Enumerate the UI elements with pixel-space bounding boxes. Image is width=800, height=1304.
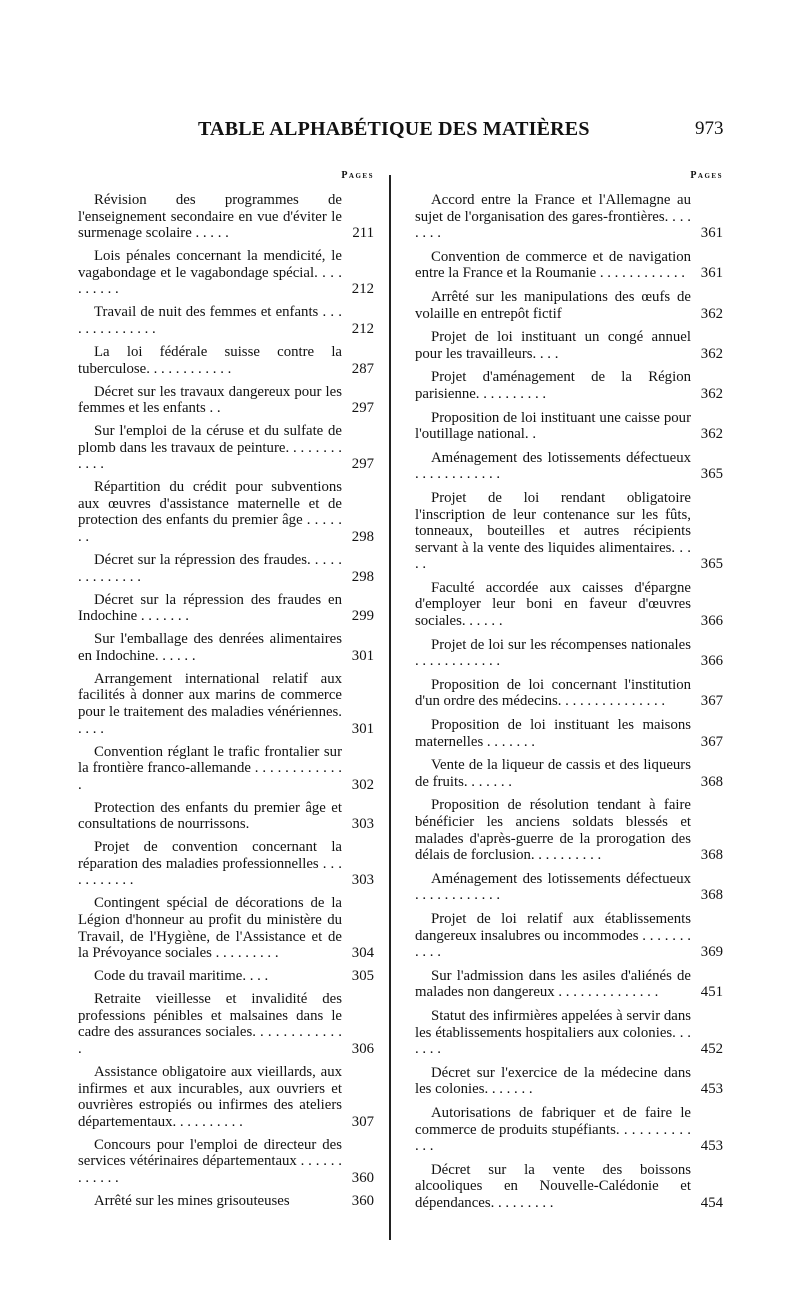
entry-text: Projet de convention concernant la réparation des maladies professionnelles . . . . . . . . . . . [78, 839, 342, 889]
entry-page-number: 367 [700, 733, 723, 750]
entry-page-number: 368 [700, 887, 723, 904]
index-entry [78, 479, 374, 545]
index-entry [415, 1105, 723, 1155]
entry-text: Arrêté sur les manipulations des œufs de volaille en entrepôt fictif [415, 288, 691, 322]
right-entries-list [415, 192, 723, 1211]
entry-page-number: 297 [351, 400, 374, 417]
entry-text: Décret sur la répression des fraudes. . . . . . . . . . . . . . [78, 552, 342, 585]
entry-page-number: 303 [351, 816, 374, 833]
entry-page-number: 452 [700, 1041, 723, 1058]
entry-text: Proposition de loi concernant l'institution d'un ordre des médecins. . . . . . . . . . . . . . . [415, 676, 691, 710]
entry-page-number: 301 [351, 647, 374, 664]
entry-text: Assistance obligatoire aux vieillards, aux infirmes et aux incurables, aux ouvriers et ouvrières estropiés ou infirmes des ateliers départementaux. . . . . . . . . . [78, 1063, 342, 1130]
index-entry [415, 490, 723, 573]
entry-text: Autorisations de fabriquer et de faire le commerce de produits stupéfiants. . . . . . . . . . . . . [415, 1104, 691, 1155]
entry-text: Sur l'admission dans les asiles d'aliénés de malades non dangereux . . . . . . . . . . . . . . [415, 967, 691, 1001]
entry-text: Répartition du crédit pour subventions aux œuvres d'assistance maternelle et de protection des enfants du premier âge . . . . . . . [78, 479, 342, 546]
index-entry [78, 895, 374, 961]
entry-text: Projet de loi instituant un congé annuel pour les travailleurs. . . . [415, 329, 691, 362]
index-entry [78, 744, 374, 794]
entry-text: Aménagement des lotissements défectueux . . . . . . . . . . . . [415, 449, 691, 483]
pages-column-label: Pages [341, 170, 374, 181]
index-entry [78, 1137, 374, 1187]
entry-page-number: 212 [351, 320, 374, 337]
entry-page-number: 454 [700, 1194, 723, 1211]
column-divider [389, 175, 391, 1240]
entry-page-number: 368 [700, 847, 723, 864]
index-entry [415, 757, 723, 790]
entry-text: Proposition de résolution tendant à faire bénéficier les anciens soldats blessés et malades d'après-guerre de la prorogation des délais de forclusion. . . . . . . . . . [415, 797, 691, 864]
entry-text: Faculté accordée aux caisses d'épargne d'employer leur boni en faveur d'œuvres sociales. . . . . . [415, 579, 691, 630]
index-entry [78, 592, 374, 625]
index-entry [78, 344, 374, 377]
entry-text: Aménagement des lotissements défectueux . . . . . . . . . . . . [415, 870, 691, 904]
entry-page-number: 451 [700, 984, 723, 1001]
left-column [78, 170, 374, 1216]
entry-text: Accord entre la France et l'Allemagne au sujet de l'organisation des gares-frontières. . . . . . . . [415, 192, 691, 242]
entry-text: Travail de nuit des femmes et enfants . . . . . . . . . . . . . . [78, 304, 342, 337]
entry-text: Sur l'emballage des denrées alimentaires en Indochine. . . . . . [78, 631, 342, 664]
entry-page-number: 361 [700, 265, 723, 282]
index-entry [415, 797, 723, 863]
entry-page-number: 362 [700, 305, 723, 322]
entry-page-number: 303 [351, 872, 374, 889]
index-entry [415, 968, 723, 1001]
index-entry [78, 384, 374, 417]
entry-text: Protection des enfants du premier âge et consultations de nourrissons. [78, 799, 342, 833]
entry-page-number: 302 [351, 776, 374, 793]
entry-page-number: 360 [351, 1192, 374, 1209]
entry-text: Projet de loi sur les récompenses nationales . . . . . . . . . . . . [415, 636, 691, 670]
entry-page-number: 307 [351, 1113, 374, 1130]
entry-text: Décret sur la répression des fraudes en Indochine . . . . . . . [78, 591, 342, 625]
pages-column-label: Pages [690, 170, 723, 181]
index-entry [78, 552, 374, 585]
entry-text: Vente de la liqueur de cassis et des liqueurs de fruits. . . . . . . [415, 757, 691, 790]
entry-page-number: 366 [700, 653, 723, 670]
entry-page-number: 298 [351, 529, 374, 546]
page-header [0, 118, 800, 148]
entry-text: Concours pour l'emploi de directeur des services vétérinaires départementaux . . . . . . . . . . . . [78, 1136, 342, 1186]
entry-page-number: 361 [700, 225, 723, 242]
entry-text: Projet de loi relatif aux établissements dangereux insalubres ou incommodes . . . . . . . . . . . [415, 910, 691, 961]
page-number: 973 [695, 118, 724, 139]
entry-page-number: 453 [700, 1081, 723, 1098]
entry-page-number: 211 [352, 225, 374, 242]
entry-text: Révision des programmes de l'enseignement secondaire en vue d'éviter le surmenage scolaire . . . . . [78, 192, 342, 242]
entry-page-number: 362 [700, 385, 723, 402]
entry-text: Sur l'emploi de la céruse et du sulfate de plomb dans les travaux de peinture. . . . . . . . . . . . [78, 423, 342, 473]
entry-text: Arrêté sur les mines grisouteuses [94, 1192, 290, 1209]
entry-page-number: 360 [351, 1169, 374, 1186]
index-entry [415, 329, 723, 362]
index-entry [415, 249, 723, 282]
index-entry [415, 192, 723, 242]
entry-text: Projet d'aménagement de la Région parisienne. . . . . . . . . . [415, 369, 691, 402]
entry-page-number: 304 [351, 945, 374, 962]
index-entry [415, 410, 723, 443]
index-entry [415, 1008, 723, 1058]
index-entry [78, 839, 374, 889]
index-entry [415, 580, 723, 630]
entry-page-number: 366 [700, 613, 723, 630]
entry-page-number: 299 [351, 608, 374, 625]
entry-text: Lois pénales concernant la mendicité, le vagabondage et le vagabondage spécial. . . . . . . . . . [78, 248, 342, 298]
entry-page-number: 297 [351, 456, 374, 473]
index-entry [415, 717, 723, 750]
entry-text: Arrangement international relatif aux facilités à donner aux marins de commerce pour le traitement des maladies vénériennes. . . . . [78, 670, 342, 737]
index-entry [415, 369, 723, 402]
entry-page-number: 306 [351, 1040, 374, 1057]
entry-page-number: 287 [351, 360, 374, 377]
entry-text: Contingent spécial de décorations de la Légion d'honneur au profit du ministère du Travail, de l'Hygiène, de l'Assistance et de la Prévoyance sociales . . . . . . . . . [78, 895, 342, 962]
entry-text: Décret sur l'exercice de la médecine dans les colonies. . . . . . . [415, 1064, 691, 1098]
entry-text: Proposition de loi instituant les maisons maternelles . . . . . . . [415, 717, 691, 750]
entry-text: Retraite vieillesse et invalidité des professions pénibles et malsaines dans le cadre des assurances sociales. . . . . . . . . . . . . [78, 991, 342, 1057]
index-entry [78, 192, 374, 242]
index-entry [415, 871, 723, 904]
page-title: TABLE ALPHABÉTIQUE DES MATIÈRES [198, 118, 590, 140]
entry-page-number: 301 [351, 720, 374, 737]
index-entry [78, 1064, 374, 1130]
index-entry [415, 289, 723, 322]
entry-page-number: 305 [351, 968, 374, 985]
entry-page-number: 365 [700, 466, 723, 483]
index-entry [415, 637, 723, 670]
entry-text: Statut des infirmières appelées à servir dans les établissements hospitaliers aux colonies. . . . . . . [415, 1007, 691, 1058]
entry-text: Code du travail maritime. . . . [94, 968, 269, 985]
entry-text: La loi fédérale suisse contre la tuberculose. . . . . . . . . . . . [78, 343, 342, 377]
entry-page-number: 368 [700, 773, 723, 790]
index-entry [415, 1065, 723, 1098]
entry-page-number: 362 [700, 345, 723, 362]
index-entry [415, 677, 723, 710]
index-entry [78, 991, 374, 1057]
entry-page-number: 362 [700, 426, 723, 443]
entry-page-number: 298 [351, 568, 374, 585]
entry-text: Convention de commerce et de navigation entre la France et la Roumanie . . . . . . . . . . . . [415, 248, 691, 282]
index-entry [78, 1193, 374, 1210]
index-entry [78, 423, 374, 473]
index-entry [415, 911, 723, 961]
entry-page-number: 365 [700, 556, 723, 573]
entry-text: Décret sur la vente des boissons alcooliques en Nouvelle-Calédonie et dépendances. . . . . . . . . [415, 1161, 691, 1211]
entry-text: Convention réglant le trafic frontalier sur la frontière franco-allemande . . . . . . . . . . . . . [78, 743, 342, 793]
right-column [415, 170, 723, 1218]
index-entry [78, 671, 374, 737]
left-entries-list [78, 192, 374, 1209]
index-entry [415, 450, 723, 483]
entry-page-number: 212 [351, 281, 374, 298]
entry-page-number: 453 [700, 1138, 723, 1155]
index-entry [78, 800, 374, 833]
entry-text: Proposition de loi instituant une caisse pour l'outillage national. . [415, 409, 691, 443]
entry-text: Projet de loi rendant obligatoire l'inscription de leur contenance sur les fûts, tonneaux, bouteilles et autres récipients servant à la vente des liquides alimentaires. . . . . [415, 489, 691, 573]
entry-text: Décret sur les travaux dangereux pour les femmes et les enfants . . [78, 383, 342, 417]
index-entry [78, 304, 374, 337]
entry-page-number: 369 [700, 944, 723, 961]
index-entry [415, 1162, 723, 1212]
index-entry [78, 968, 374, 985]
index-entry [78, 248, 374, 298]
entry-page-number: 367 [700, 693, 723, 710]
index-entry [78, 631, 374, 664]
